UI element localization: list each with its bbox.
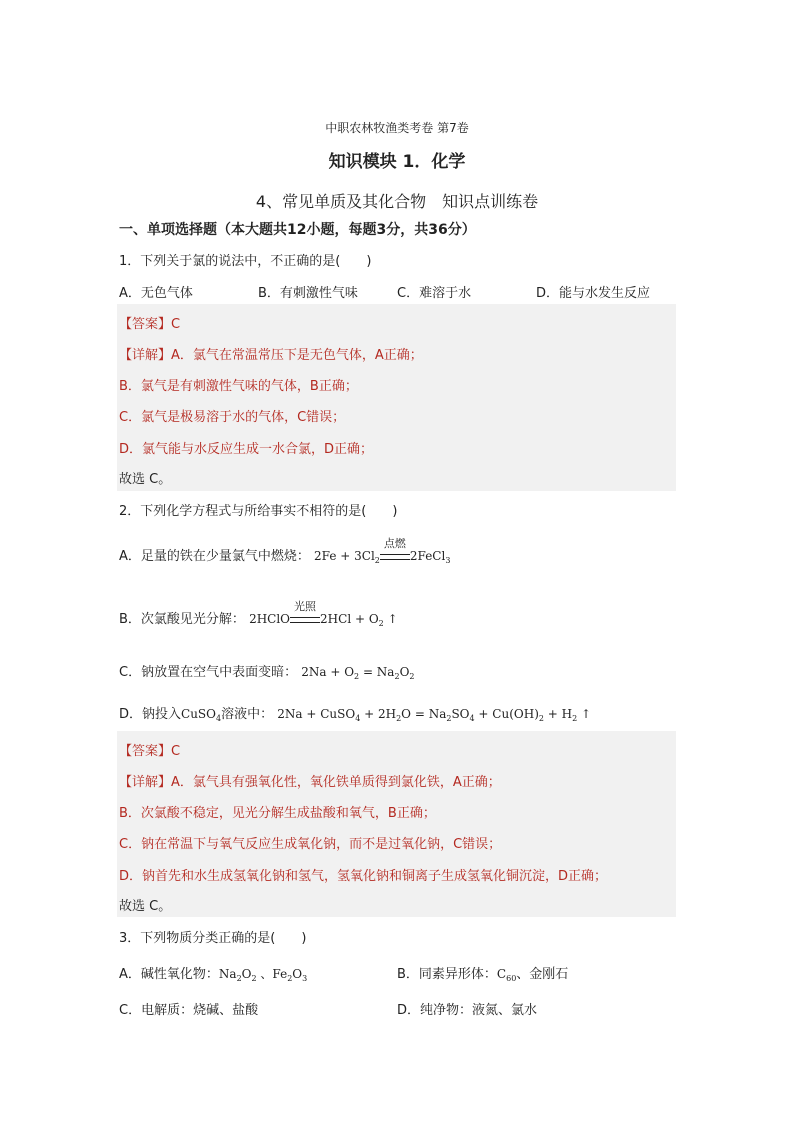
q1-conclusion: 故选 C。 bbox=[119, 472, 172, 487]
q2-option-d-text2: 溶液中： bbox=[221, 707, 274, 722]
q2-option-d-text: D．钠投入 bbox=[119, 707, 182, 722]
cuso4-formula: CuSO$_4$ bbox=[181, 707, 222, 723]
reaction-condition-arrow bbox=[380, 537, 410, 563]
q2-equation-d: 2Na + CuSO$_4$ + $2H_2O = Na_2SO_4 + Cu(OH)_2 + H_2$ ↑ bbox=[277, 707, 592, 723]
module-title: 知识模块 1．化学 bbox=[328, 152, 466, 172]
q2-condition-b: 光照 bbox=[294, 600, 317, 613]
q1-detail-label: 【详解】 bbox=[119, 348, 172, 363]
q1-answer-box bbox=[117, 304, 676, 491]
q3-option-b-tail: 、金刚石 bbox=[516, 967, 569, 982]
q2-option-c-text: C．钠放置在空气中表面变暗： bbox=[119, 665, 298, 680]
question-3-stem: 3．下列物质分类正确的是( ) bbox=[119, 931, 307, 946]
q2-option-a-text: A．足量的铁在少量氯气中燃烧： bbox=[119, 549, 310, 564]
q3-option-a bbox=[119, 963, 307, 982]
q2-conclusion: 故选 C。 bbox=[119, 899, 172, 914]
q3-option-b bbox=[397, 963, 568, 982]
reaction-condition-arrow bbox=[290, 600, 320, 626]
q2-option-d bbox=[119, 703, 591, 722]
exam-subtitle: 4、常见单质及其化合物 知识点训练卷 bbox=[255, 192, 539, 211]
q2-condition-a: 点燃 bbox=[383, 537, 406, 550]
q2-detail-label: 【详解】 bbox=[119, 775, 172, 790]
q2-detail-a bbox=[119, 771, 501, 790]
q1-option-c: C．难溶于水 bbox=[397, 286, 472, 301]
q2-option-a bbox=[119, 537, 451, 565]
q3-formula-a: $Na_2O_2$ 、$Fe_2O_3$ bbox=[218, 967, 308, 983]
q1-detail-b: B．氯气是有刺激性气味的气体，B正确； bbox=[119, 379, 358, 394]
q3-option-b-text: B．同素异形体： bbox=[397, 967, 497, 982]
q2-answer: 【答案】C bbox=[119, 744, 181, 759]
q2-option-b-text: B．次氯酸见光分解： bbox=[119, 612, 245, 627]
q1-answer: 【答案】C bbox=[119, 317, 181, 332]
question-2-stem: 2．下列化学方程式与所给事实不相符的是( ) bbox=[119, 504, 398, 519]
q2-equation-b: 2HClO 光照 $2HCl + O_2$ ↑ bbox=[249, 600, 398, 628]
q2-option-c bbox=[119, 661, 415, 680]
question-1-stem: 1．下列关于氯的说法中，不正确的是( ) bbox=[119, 254, 372, 269]
section-heading: 一、单项选择题（本大题共12小题，每题3分，共36分） bbox=[119, 222, 476, 238]
q2-detail-c: C．钠在常温下与氧气反应生成氧化钠，而不是过氧化钠，C错误； bbox=[119, 837, 502, 852]
q2-equation-c: $2Na + O_2 = Na_2O_2$ bbox=[301, 665, 415, 681]
q1-detail-d: D．氯气能与水反应生成一水合氯，D正确； bbox=[119, 442, 374, 457]
q3-option-c: C．电解质：烧碱、盐酸 bbox=[119, 1003, 259, 1018]
q1-detail-a bbox=[119, 344, 423, 363]
q1-option-d: D．能与水发生反应 bbox=[536, 286, 651, 301]
q1-detail-a-text: A．氯气在常温常压下是无色气体，A正确； bbox=[171, 348, 423, 363]
q3-option-d: D．纯净物：液氮、氯水 bbox=[397, 1003, 538, 1018]
exam-header: 中职农林牧渔类考卷 第7卷 bbox=[325, 121, 469, 135]
q2-option-b bbox=[119, 600, 398, 628]
q1-detail-c: C．氯气是极易溶于水的气体，C错误； bbox=[119, 410, 346, 425]
q2-answer-box bbox=[117, 731, 676, 917]
q2-equation-a: $2Fe + 3Cl_2$ 点燃 2FeCl$_3$ bbox=[314, 537, 451, 565]
q1-option-b: B．有刺激性气味 bbox=[258, 286, 358, 301]
q2-detail-a-text: A．氯气具有强氧化性，氧化铁单质得到氯化铁，A正确； bbox=[171, 775, 501, 790]
q1-option-a: A．无色气体 bbox=[119, 286, 193, 301]
q3-formula-b: $C_{60}$ bbox=[496, 967, 517, 983]
q3-option-a-text: A．碱性氧化物： bbox=[119, 967, 219, 982]
q2-detail-d: D．钠首先和水生成氢氧化钠和氢气，氢氧化钠和铜离子生成氢氧化铜沉淀，D正确； bbox=[119, 869, 608, 884]
q2-detail-b: B．次氯酸不稳定，见光分解生成盐酸和氧气，B正确； bbox=[119, 806, 436, 821]
